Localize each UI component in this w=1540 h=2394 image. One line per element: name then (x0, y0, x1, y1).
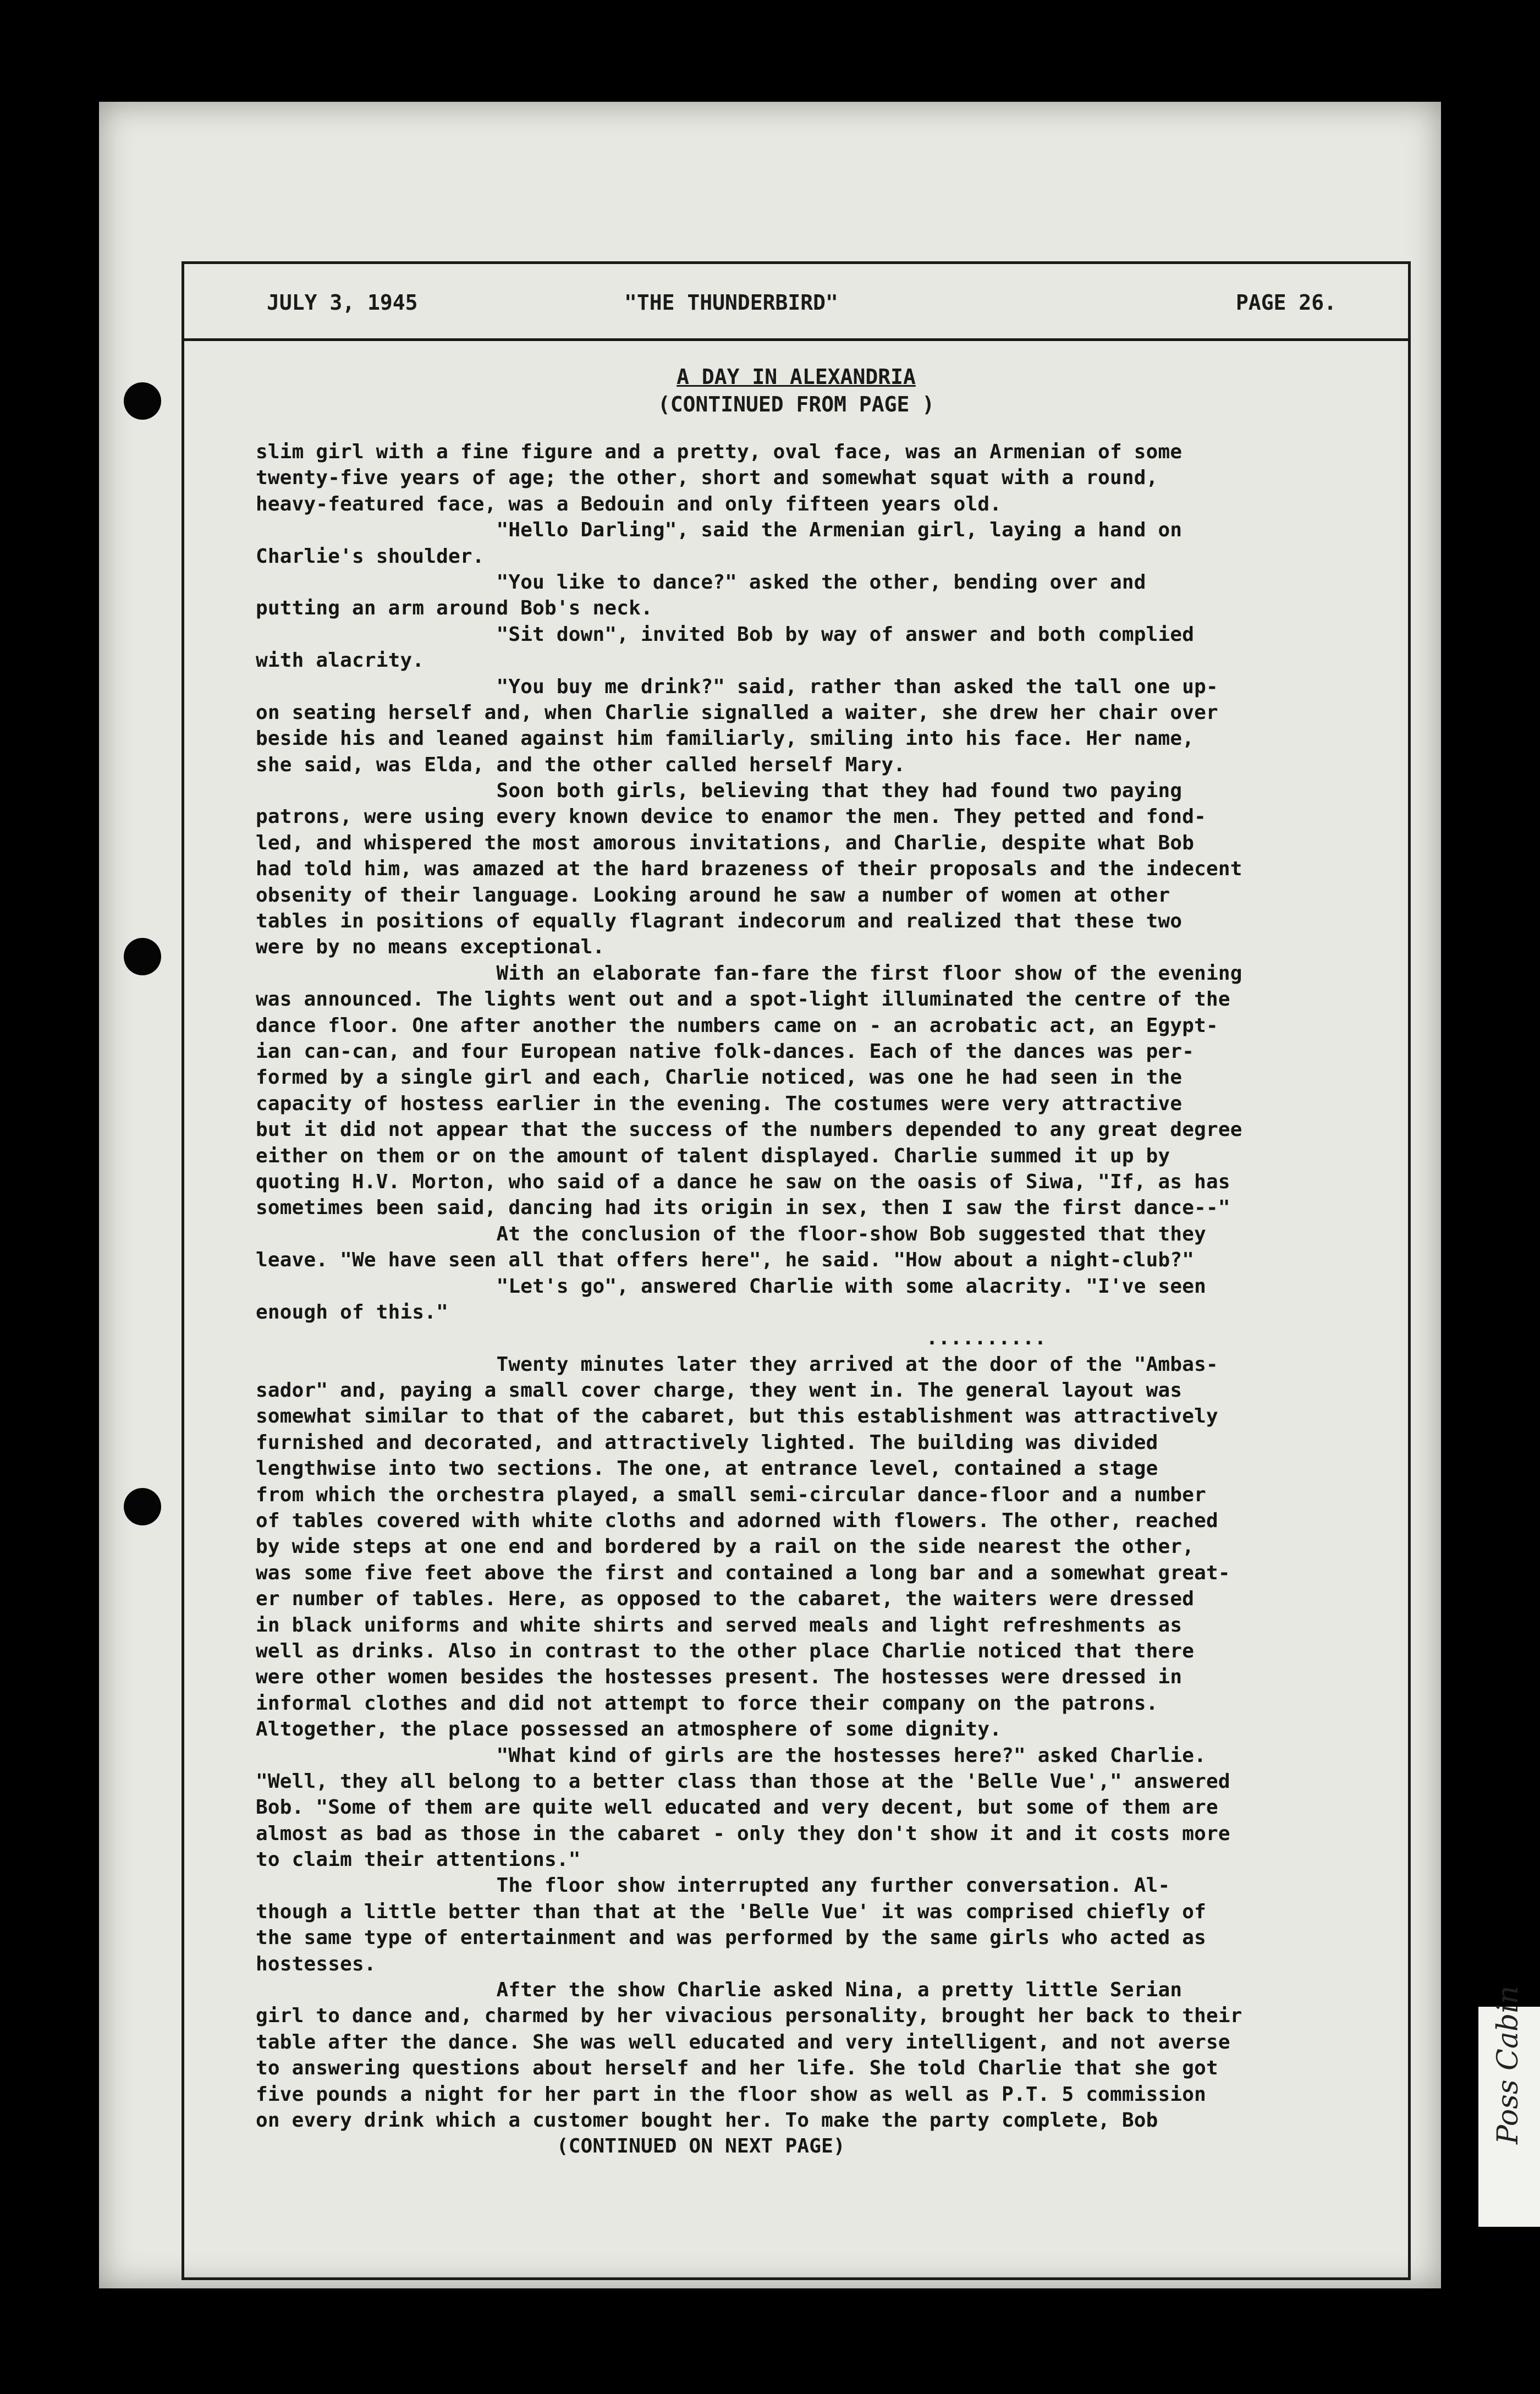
text-line: sador" and, paying a small cover charge, they went in. The general layout was (256, 1379, 1182, 1402)
article-title (184, 363, 1408, 418)
header-page-number: PAGE 26. (1235, 290, 1336, 315)
text-line: to claim their attentions." (256, 1848, 581, 1871)
text-line: Altogether, the place possessed an atmosphere of some dignity. (256, 1718, 1002, 1741)
text-line: informal clothes and did not attempt to force their company on the patrons. (256, 1692, 1158, 1715)
text-line: well as drinks. Also in contrast to the other place Charlie noticed that there (256, 1639, 1195, 1662)
page-frame (182, 261, 1411, 2280)
text-line: Bob. "Some of them are quite well educated and very decent, but some of them are (256, 1796, 1218, 1819)
text-line: almost as bad as those in the cabaret - only they don't show it and it costs more (256, 1822, 1230, 1845)
text-line: er number of tables. Here, as opposed to the cabaret, the waiters were dressed (256, 1588, 1195, 1611)
text-line: formed by a single girl and each, Charlie noticed, was one he had seen in the (256, 1066, 1182, 1089)
text-line: led, and whispered the most amorous invitations, and Charlie, despite what Bob (256, 831, 1195, 854)
text-line: either on them or on the amount of talent displayed. Charlie summed it up by (256, 1144, 1170, 1167)
text-line: The floor show interrupted any further conversation. Al- (256, 1874, 1170, 1897)
text-line: "Let's go", answered Charlie with some alacrity. "I've seen (256, 1275, 1207, 1298)
text-line: lengthwise into two sections. The one, at entrance level, contained a stage (256, 1457, 1158, 1480)
text-line: obsenity of their language. Looking around he saw a number of women at other (256, 883, 1170, 907)
text-line: to answering questions about herself and her life. She told Charlie that she got (256, 2057, 1218, 2080)
article-body (256, 439, 1356, 2160)
text-line: from which the orchestra played, a small semi-circular dance-floor and a number (256, 1483, 1207, 1506)
text-line: in black uniforms and white shirts and served meals and light refreshments as (256, 1613, 1182, 1637)
text-line: tables in positions of equally flagrant indecorum and realized that these two (256, 910, 1182, 933)
text-line: "Hello Darling", said the Armenian girl, laying a hand on (256, 519, 1182, 542)
text-line: twenty-five years of age; the other, short and somewhat squat with a round, (256, 466, 1158, 490)
text-line: After the show Charlie asked Nina, a pretty little Serian (256, 1979, 1182, 2002)
text-line: "Sit down", invited Bob by way of answer and both complied (256, 623, 1195, 646)
text-line: girl to dance and, charmed by her vivacious personality, brought her back to their (256, 2005, 1242, 2028)
punch-hole-middle (124, 938, 161, 975)
text-line: of tables covered with white cloths and adorned with flowers. The other, reached (256, 1509, 1218, 1533)
text-line: beside his and leaned against him familiarly, smiling into his face. Her name, (256, 727, 1195, 750)
text-line: with alacrity. (256, 649, 425, 672)
section-separator: .......... (565, 1327, 1047, 1350)
text-line: patrons, were using every known device to enamor the men. They petted and fond- (256, 805, 1207, 828)
text-line: but it did not appear that the success of the numbers depended to any great degree (256, 1118, 1242, 1141)
side-index-tab (1478, 1985, 1540, 2227)
text-line: five pounds a night for her part in the floor show as well as P.T. 5 commission (256, 2083, 1207, 2106)
article-title-main: A DAY IN ALEXANDRIA (676, 365, 916, 389)
text-line: sometimes been said, dancing had its origin in sex, then I saw the first dance--" (256, 1196, 1230, 1220)
text-line: putting an arm around Bob's neck. (256, 597, 653, 620)
text-line: dance floor. One after another the numbers came on - an acrobatic act, an Egypt- (256, 1014, 1218, 1037)
text-line: table after the dance. She was well educated and very intelligent, and not averse (256, 2030, 1230, 2053)
text-line: by wide steps at one end and bordered by a rail on the side nearest the other, (256, 1535, 1195, 1558)
text-line: "What kind of girls are the hostesses here?" asked Charlie. (256, 1744, 1207, 1767)
text-line: leave. "We have seen all that offers here", he said. "How about a night-club?" (256, 1249, 1195, 1272)
text-line: had told him, was amazed at the hard brazeness of their proposals and the indecent (256, 858, 1242, 881)
punch-hole-bottom (124, 1488, 161, 1525)
text-line: she said, was Elda, and the other called herself Mary. (256, 753, 906, 776)
text-line: enough of this." (256, 1300, 448, 1324)
text-line: on every drink which a customer bought her. To make the party complete, Bob (256, 2109, 1158, 2132)
text-line: furnished and decorated, and attractively lighted. The building was divided (256, 1431, 1158, 1454)
text-line: though a little better than that at the 'Belle Vue' it was comprised chiefly of (256, 1900, 1207, 1923)
text-line: Charlie's shoulder. (256, 545, 485, 568)
text-line: hostesses. (256, 1952, 376, 1975)
text-line: capacity of hostess earlier in the evening. The costumes were very attractive (256, 1092, 1182, 1115)
punch-hole-top (124, 382, 161, 420)
text-line: "You buy me drink?" said, rather than asked the tall one up- (256, 675, 1218, 698)
article-title-continued: (CONTINUED FROM PAGE ) (657, 392, 935, 416)
text-line: were other women besides the hostesses present. The hostesses were dressed in (256, 1666, 1182, 1689)
header-publication: "THE THUNDERBIRD" (624, 290, 838, 315)
side-tab-label: Poss Cabin (1492, 1985, 1525, 2144)
text-line: "You like to dance?" asked the other, bending over and (256, 570, 1146, 594)
text-line: was some five feet above the first and contained a long bar and a somewhat great- (256, 1561, 1230, 1584)
text-line: somewhat similar to that of the cabaret, but this establishment was attractively (256, 1405, 1218, 1428)
text-line: Soon both girls, believing that they had found two paying (256, 779, 1182, 803)
text-line: Twenty minutes later they arrived at the door of the "Ambas- (256, 1353, 1218, 1376)
text-line: heavy-featured face, was a Bedouin and only fifteen years old. (256, 492, 1002, 515)
document-page (99, 102, 1441, 2288)
text-line: ian can-can, and four European native folk-dances. Each of the dances was per- (256, 1040, 1195, 1063)
text-line: slim girl with a fine figure and a pretty, oval face, was an Armenian of some (256, 441, 1182, 463)
text-line: With an elaborate fan-fare the first floor show of the evening (256, 962, 1242, 985)
text-line: the same type of entertainment and was performed by the same girls who acted as (256, 1926, 1207, 1950)
header-date: JULY 3, 1945 (267, 290, 418, 315)
text-line: were by no means exceptional. (256, 936, 605, 959)
text-line: "Well, they all belong to a better class than those at the 'Belle Vue'," answered (256, 1770, 1230, 1793)
text-line: was announced. The lights went out and a spot-light illuminated the centre of the (256, 988, 1230, 1011)
continued-note: (CONTINUED ON NEXT PAGE) (256, 2135, 845, 2158)
text-line: At the conclusion of the floor-show Bob suggested that they (256, 1222, 1207, 1245)
text-line: on seating herself and, when Charlie signalled a waiter, she drew her chair over (256, 701, 1218, 724)
text-line: quoting H.V. Morton, who said of a dance he saw on the oasis of Siwa, "If, as has (256, 1170, 1230, 1193)
page-header (184, 264, 1408, 341)
